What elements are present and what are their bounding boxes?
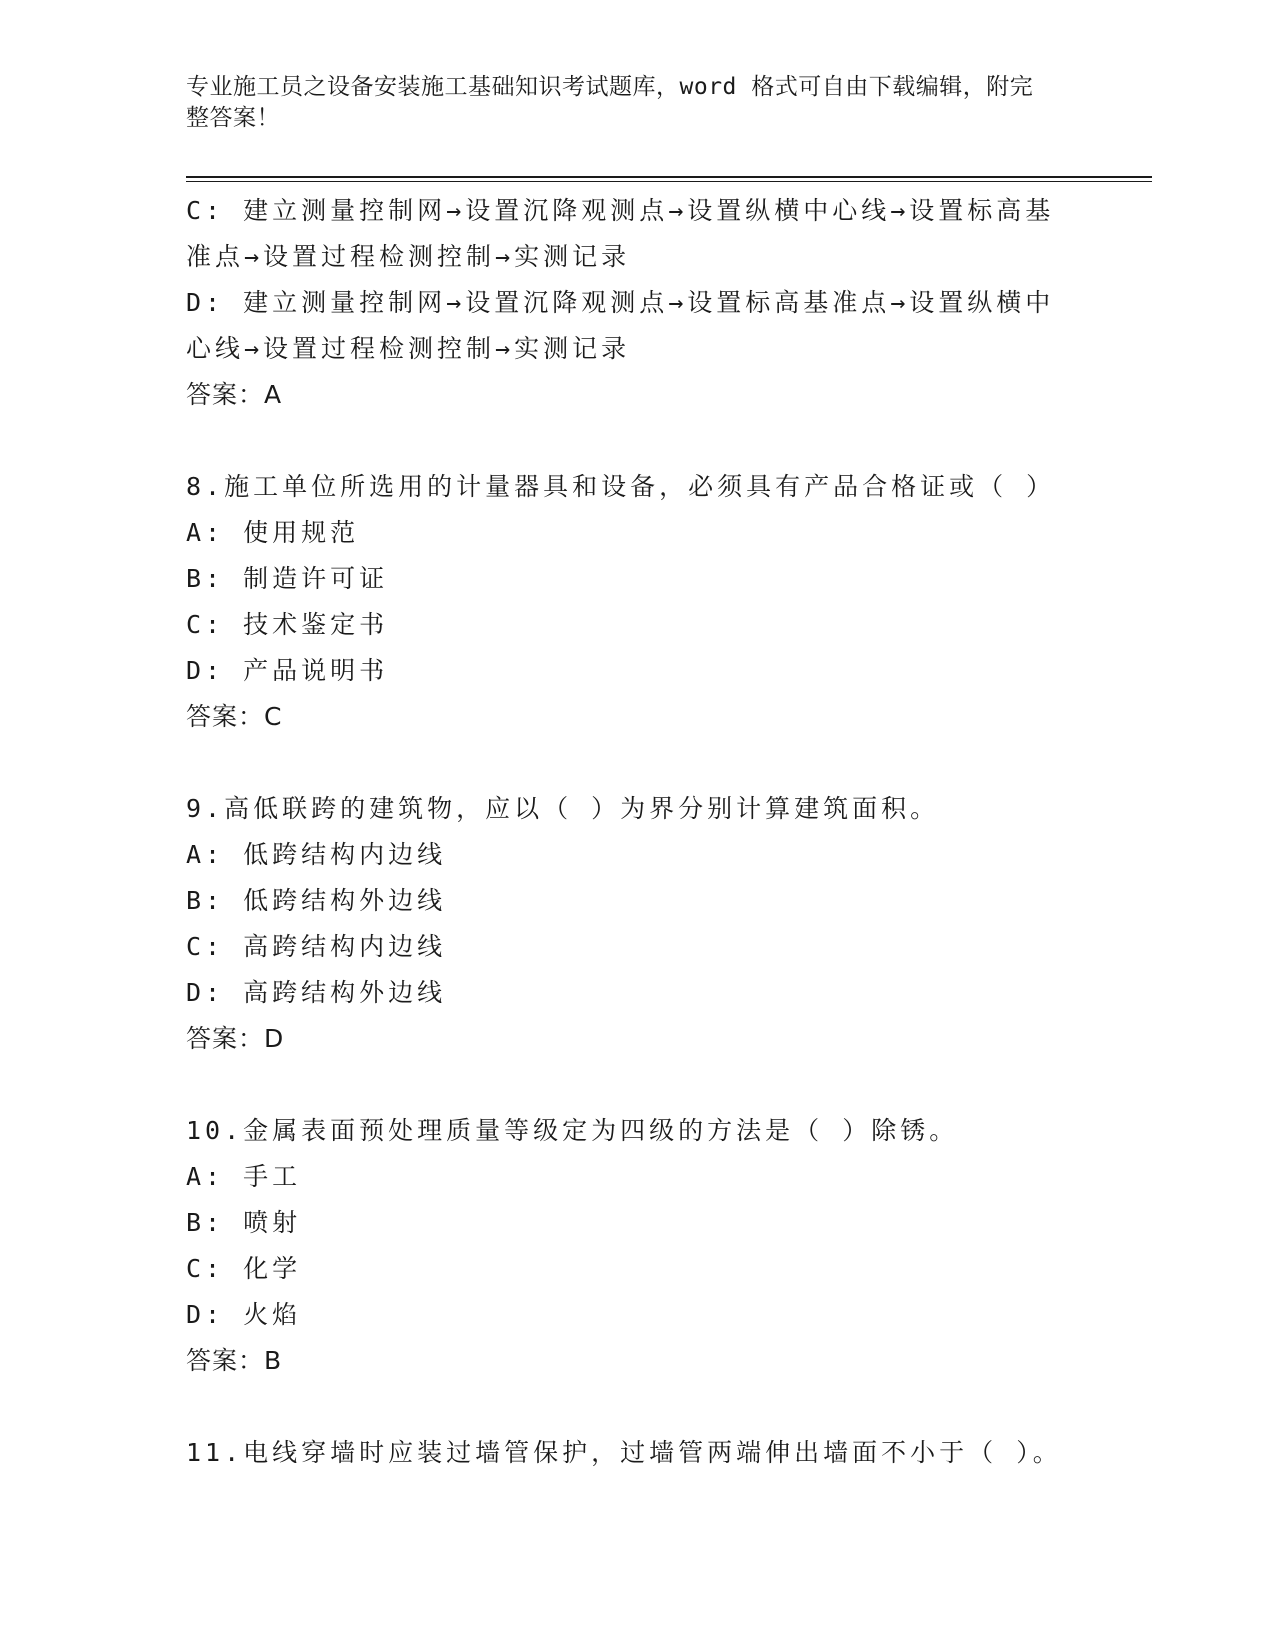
question-text: 8.施工单位所选用的计量器具和设备，必须具有产品合格证或（ ）	[186, 472, 1056, 501]
header-line-1: 专业施工员之设备安装施工基础知识考试题库，word 格式可自由下载编辑，附完	[186, 74, 1034, 100]
question-7	[186, 188, 1086, 418]
spacer	[186, 1062, 1086, 1108]
answer: 答案：C	[186, 702, 283, 731]
option-c-line-1: C: 建立测量控制网→设置沉降观测点→设置纵横中心线→设置标高基	[186, 196, 1055, 225]
option-a: A: 使用规范	[186, 518, 360, 547]
question-text: 11.电线穿墙时应装过墙管保护，过墙管两端伸出墙面不小于（ ）。	[186, 1438, 1062, 1467]
document-header	[186, 72, 1066, 134]
option-b: B: 制造许可证	[186, 564, 389, 593]
option-d-line-1: D: 建立测量控制网→设置沉降观测点→设置标高基准点→设置纵横中	[186, 288, 1055, 317]
option-c: C: 技术鉴定书	[186, 610, 389, 639]
question-11	[186, 1430, 1086, 1476]
question-list	[186, 188, 1086, 1476]
option-d: D: 高跨结构外边线	[186, 978, 447, 1007]
question-9	[186, 786, 1086, 1062]
answer: 答案：D	[186, 1024, 285, 1053]
option-c-line-2: 准点→设置过程检测控制→实测记录	[186, 242, 631, 271]
option-c: C: 高跨结构内边线	[186, 932, 447, 961]
option-d: D: 火焰	[186, 1300, 302, 1329]
header-divider-thin	[186, 181, 1152, 182]
spacer	[186, 418, 1086, 464]
header-line-2: 整答案！	[186, 105, 280, 131]
spacer	[186, 1384, 1086, 1430]
option-b: B: 喷射	[186, 1208, 302, 1237]
option-d-line-2: 心线→设置过程检测控制→实测记录	[186, 334, 631, 363]
header-divider-thick	[186, 176, 1152, 178]
question-8	[186, 464, 1086, 740]
option-a: A: 低跨结构内边线	[186, 840, 447, 869]
option-d: D: 产品说明书	[186, 656, 389, 685]
option-a: A: 手工	[186, 1162, 302, 1191]
option-b: B: 低跨结构外边线	[186, 886, 447, 915]
answer: 答案：B	[186, 1346, 283, 1375]
question-text: 9.高低联跨的建筑物，应以（ ）为界分别计算建筑面积。	[186, 794, 940, 823]
spacer	[186, 740, 1086, 786]
option-c: C: 化学	[186, 1254, 302, 1283]
question-text: 10.金属表面预处理质量等级定为四级的方法是（ ）除锈。	[186, 1116, 959, 1145]
question-10	[186, 1108, 1086, 1384]
answer: 答案：A	[186, 380, 283, 409]
